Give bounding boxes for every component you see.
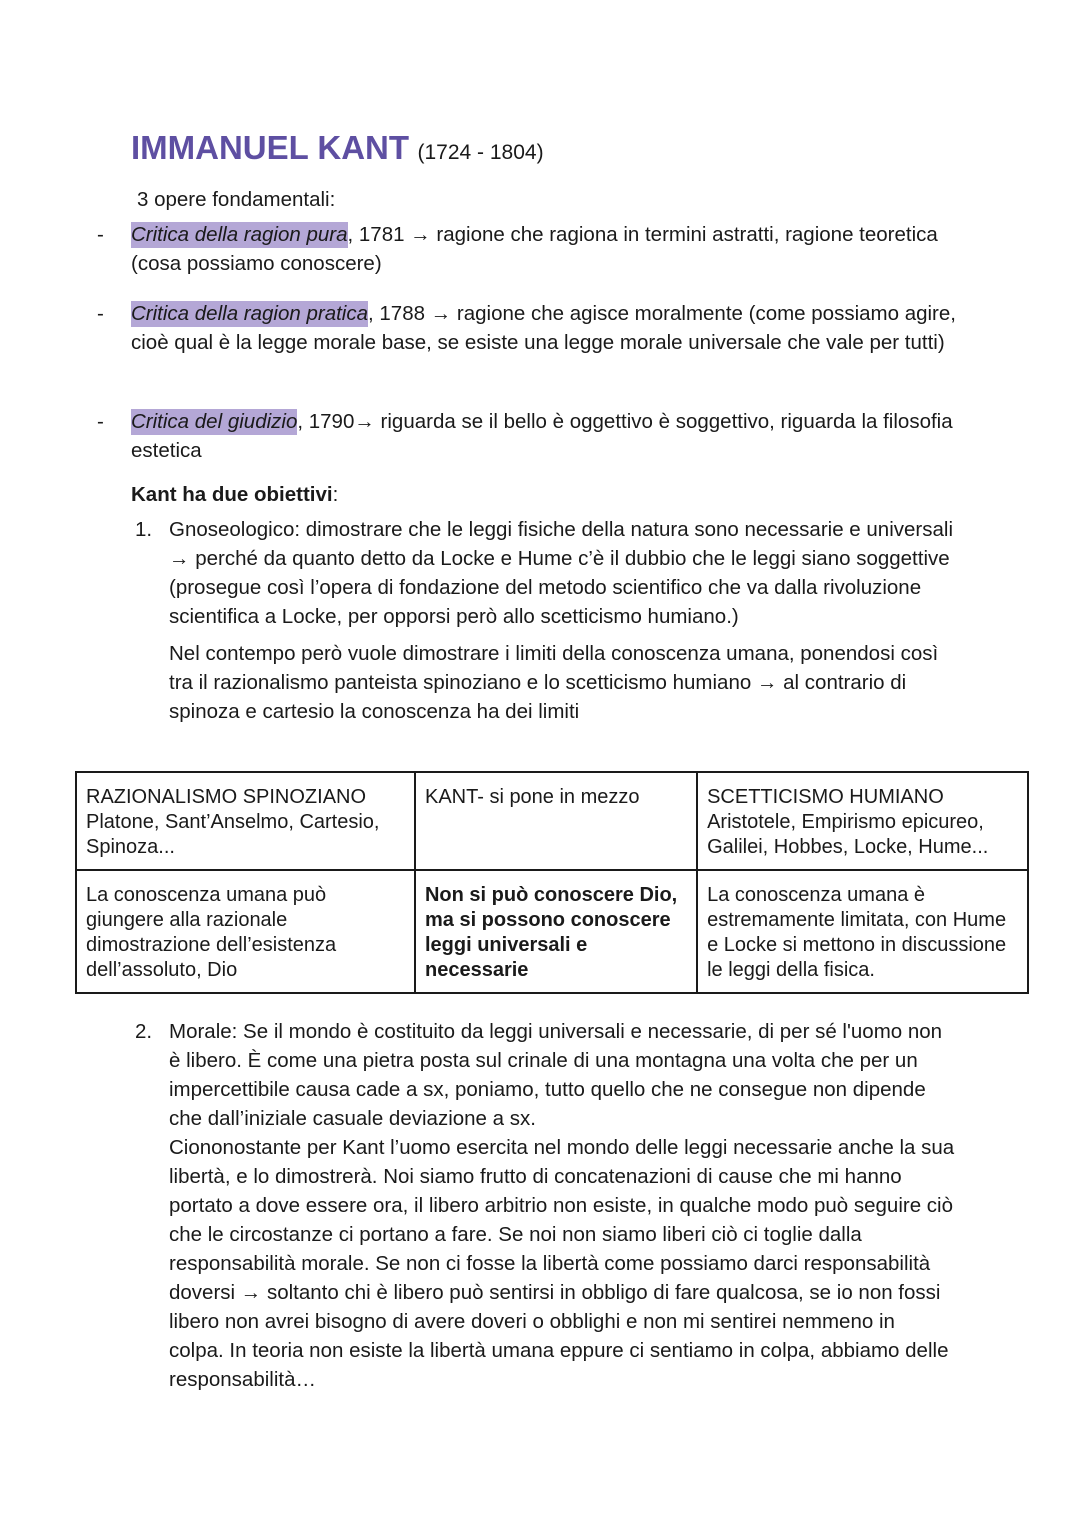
table-cell-rationalism-desc: La conoscenza umana può giungere alla razionale dimostrazione dell’esistenza dell’assoluto, Dio	[76, 870, 415, 993]
goal-text-continued: Ciononostante per Kant l’uomo esercita nel mondo delle leggi necessarie anche la sua libertà, e lo dimostrerà. Noi siamo frutto di concatenazioni di cause che mi hanno portato a dove essere ora, il libero arbitrio non esiste, in qualche modo può seguire ciò che le circostanze ci portano a fare. Se noi non siamo liberi ciò ci toglie dalla responsabilità morale. Se non ci fosse la libertà come possiamo darci responsabilità doversi → soltanto chi è libero può sentirsi in obbligo di fare qualcosa, se io non fossi libero non avrei bisogno di avere doveri o obblighi e non mi sentirei nemmeno in colpa. In teoria non esiste la libertà umana eppure ci sentiamo in colpa, abbiamo delle responsabilità…	[169, 1136, 955, 1391]
highlighted-work-title: Critica della ragion pura	[131, 223, 348, 246]
goal-text: Morale: Se il mondo è costituito da leggi universali e necessarie, di per sé l'uomo non è libero. È come una pietra posta sul crinale di una montagna una volta che per un impercettibile causa cade a sx, poniamo, tutto quello che ne consegue non dipende che dall’iniziale casuale deviazione a sx.	[169, 1020, 943, 1130]
table-row	[76, 772, 1028, 870]
work-description: , 1790→ riguarda se il bello è oggettivo è soggettivo, riguarda la filosofia estetica	[131, 410, 953, 462]
table-cell-kant: KANT- si pone in mezzo	[415, 772, 697, 870]
goal-number: 1.	[135, 518, 153, 541]
table-row	[76, 870, 1028, 993]
work-description: , 1781 → ragione che ragiona in termini astratti, ragione teoretica (cosa possiamo conoscere)	[131, 223, 938, 275]
goals-heading-text: Kant ha due obiettivi	[131, 483, 333, 506]
goal-text: Gnoseologico: dimostrare che le leggi fisiche della natura sono necessarie e universali → perché da quanto detto da Locke e Hume c’è il dubbio che le leggi siano soggettive (prosegue così l’opera di fondazione del metodo scientifico che va dalla rivoluzione scientifica a Locke, per opporsi però allo scetticismo humiano.)	[169, 518, 953, 628]
list-item-work-2	[97, 299, 957, 357]
list-item-work-3	[97, 407, 957, 465]
goal-text-continued: Nel contempo però vuole dimostrare i limiti della conoscenza umana, ponendosi così tra il razionalismo panteista spinoziano e lo scetticismo humiano → al contrario di spinoza e cartesio la conoscenza ha dei limiti	[169, 642, 939, 723]
bullet-dash: -	[97, 302, 104, 325]
comparison-table	[75, 771, 1029, 994]
list-item-work-1	[97, 220, 957, 278]
table-cell-skepticism: SCETTICISMO HUMIANO Aristotele, Empirismo epicureo, Galilei, Hobbes, Locke, Hume...	[697, 772, 1028, 870]
highlighted-work-title: Critica del giudizio	[131, 410, 298, 433]
goal-item-gnoseologico	[135, 515, 955, 726]
table-cell-skepticism-desc: La conoscenza umana è estremamente limitata, con Hume e Locke si mettono in discussione le leggi della fisica.	[697, 870, 1028, 993]
goals-heading: Kant ha due obiettivi:	[131, 483, 339, 506]
highlighted-work-title: Critica della ragion pratica	[131, 302, 369, 325]
goal-number: 2.	[135, 1020, 153, 1043]
work-description: , 1788 → ragione che agisce moralmente (come possiamo agire, cioè qual è la legge morale base, se esiste una legge morale universale che vale per tutti)	[131, 302, 956, 354]
page-title	[131, 129, 544, 167]
table-cell-kant-desc: Non si può conoscere Dio, ma si possono conoscere leggi universali e necessarie	[415, 870, 697, 993]
title-name: IMMANUEL KANT	[131, 129, 410, 166]
goal-item-morale	[135, 1017, 955, 1394]
table-cell-rationalism: RAZIONALISMO SPINOZIANO Platone, Sant’Anselmo, Cartesio, Spinoza...	[76, 772, 415, 870]
title-dates: (1724 - 1804)	[417, 141, 544, 164]
intro-text: 3 opere fondamentali:	[137, 188, 336, 211]
bullet-dash: -	[97, 410, 104, 433]
bullet-dash: -	[97, 223, 104, 246]
